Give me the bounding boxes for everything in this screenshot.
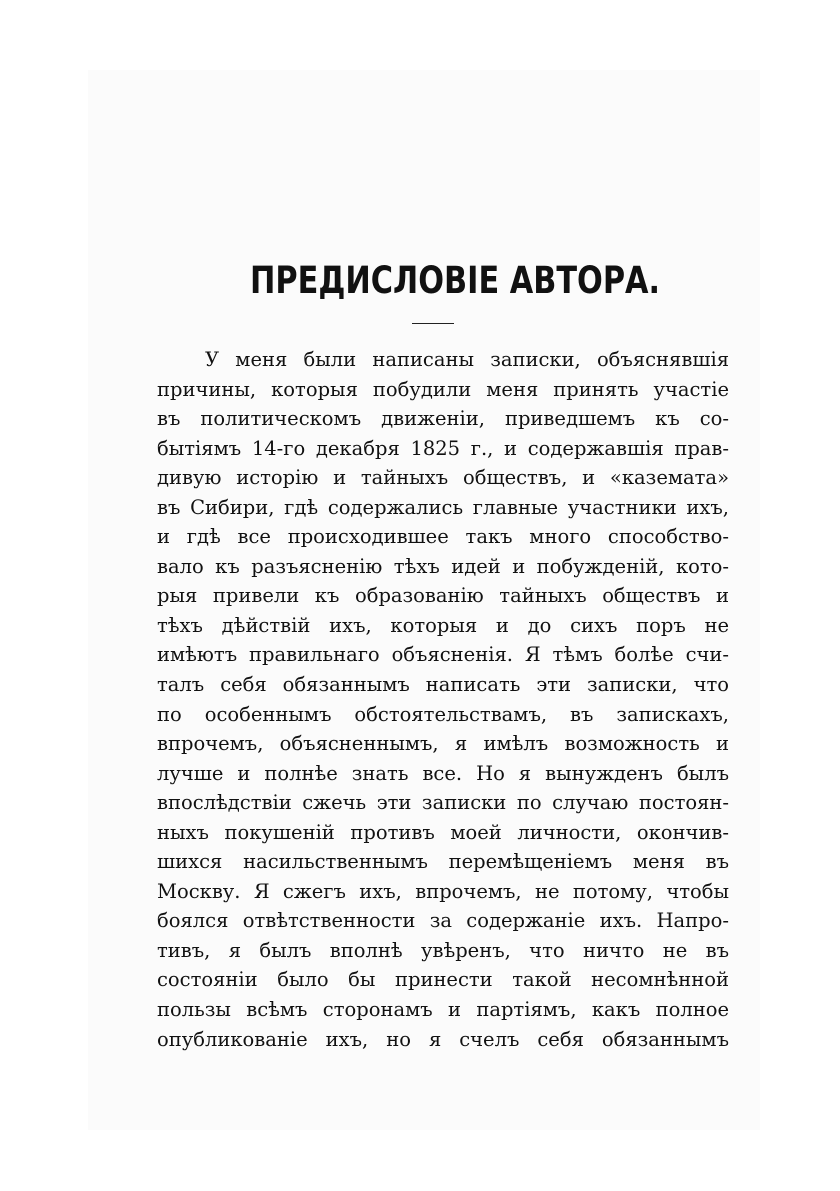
text-line: опубликованіе ихъ, но я счелъ себя обязаннымъ: [157, 1027, 729, 1051]
text-line: тѣхъ дѣйствій ихъ, которыя и до сихъ поръ не: [157, 613, 729, 637]
text-line: имѣютъ правильнаго объясненія. Я тѣмъ болѣе счи-: [157, 643, 729, 667]
text-line: ныхъ покушеній противъ моей личности, окончив-: [157, 820, 729, 844]
text-line: талъ себя обязаннымъ написать эти записки, что: [157, 673, 729, 697]
text-line: впослѣдствіи сжечь эти записки по случаю постоян-: [157, 791, 729, 815]
text-line: въ политическомъ движеніи, приведшемъ къ со-: [157, 407, 729, 431]
text-line: и гдѣ все происходившее такъ много способство-: [157, 525, 729, 549]
text-line: У меня были написаны записки, объяснявшія: [205, 348, 729, 371]
page-title: ПРЕДИСЛОВІЕ АВТОРА.: [250, 259, 661, 302]
text-line: вало къ разъясненію тѣхъ идей и побужденій, кото-: [157, 554, 729, 578]
text-line: бытіямъ 14-го декабря 1825 г., и содержавшія прав-: [157, 436, 729, 460]
text-line: шихся насильственнымъ перемѣщеніемъ меня въ: [157, 850, 729, 874]
title-divider: [412, 323, 454, 324]
text-line: рыя привели къ образованію тайныхъ обществъ и: [157, 584, 729, 608]
text-line: причины, которыя побудили меня принять участіе: [157, 377, 729, 401]
body-text: [157, 345, 729, 1054]
text-line: лучше и полнѣе знать все. Но я вынужденъ былъ: [157, 761, 729, 785]
text-line: боялся отвѣтственности за содержаніе ихъ. Напро-: [157, 909, 729, 933]
text-line: Москву. Я сжегъ ихъ, впрочемъ, не потому, чтобы: [157, 879, 729, 903]
text-line: въ Сибири, гдѣ содержались главные участники ихъ,: [157, 495, 729, 519]
text-line: пользы всѣмъ сторонамъ и партіямъ, какъ полное: [157, 998, 729, 1022]
text-line: состояніи было бы принести такой несомнѣнной: [157, 968, 729, 992]
text-line: тивъ, я былъ вполнѣ увѣренъ, что ничто не въ: [157, 938, 729, 962]
text-line: дивую исторію и тайныхъ обществъ, и «каземата»: [157, 466, 729, 490]
text-line: по особеннымъ обстоятельствамъ, въ запискахъ,: [157, 702, 729, 726]
text-line: впрочемъ, объясненнымъ, я имѣлъ возможность и: [157, 732, 729, 756]
